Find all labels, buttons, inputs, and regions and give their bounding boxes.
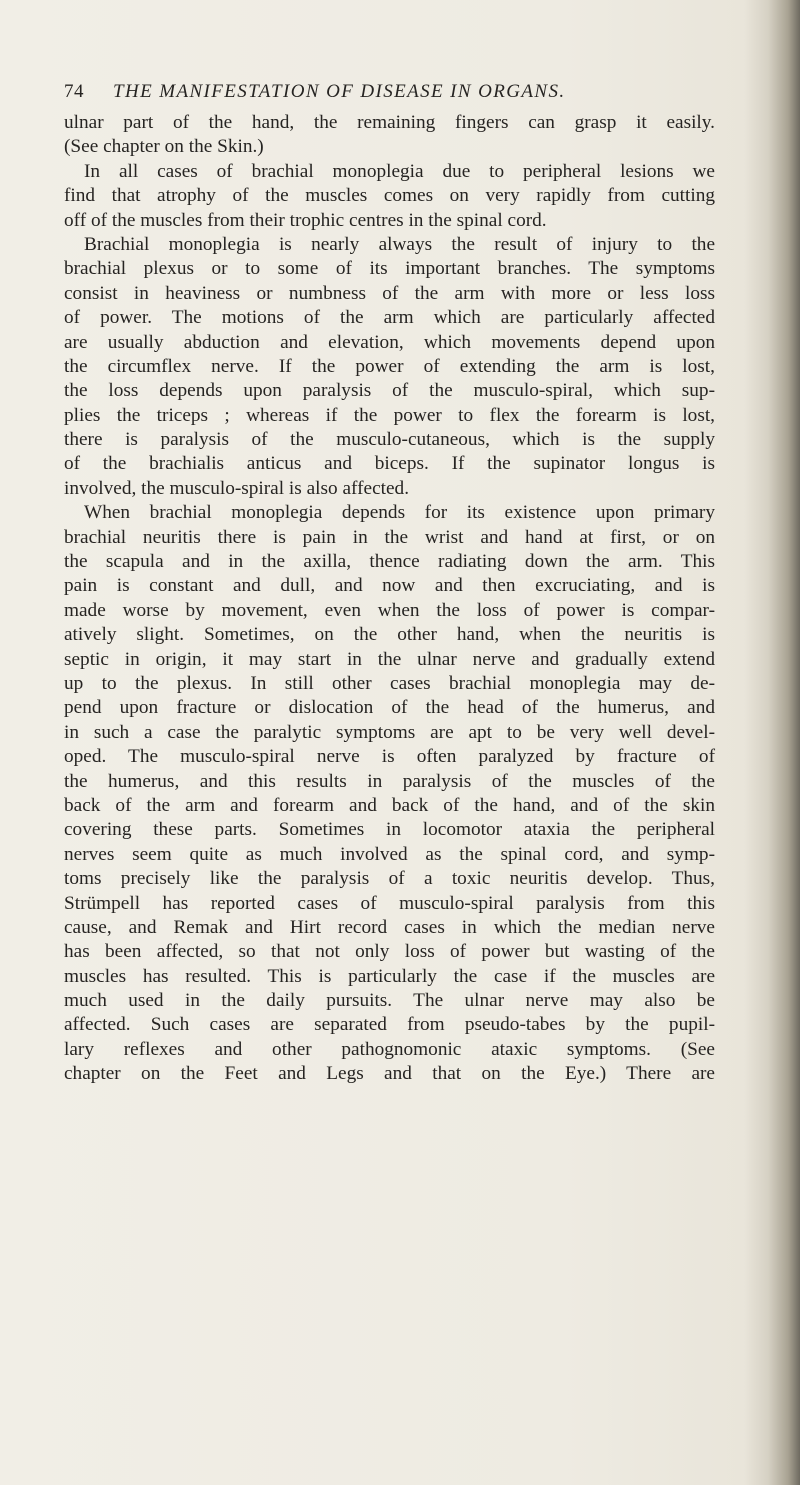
text-line: back of the arm and forearm and back of the hand, and of the skin (64, 794, 715, 816)
text-line: find that atrophy of the muscles comes on very rapidly from cutting (64, 185, 715, 207)
text-line: brachial plexus or to some of its important branches. The symptoms (64, 258, 715, 280)
text-line: affected. Such cases are separated from pseudo-tabes by the pupil- (64, 1014, 715, 1036)
text-line: are usually abduction and elevation, which movements depend upon (64, 331, 715, 353)
text-line: of the brachialis anticus and biceps. If the supinator longus is (64, 453, 715, 475)
text-line: toms precisely like the paralysis of a toxic neuritis develop. Thus, (64, 868, 715, 890)
text-line: off of the muscles from their trophic centres in the spinal cord. (64, 209, 547, 231)
text-line: cause, and Remak and Hirt record cases in which the median nerve (64, 916, 715, 938)
text-line: When brachial monoplegia depends for its existence upon primary (84, 502, 715, 524)
text-line: oped. The musculo-spiral nerve is often paralyzed by fracture of (64, 746, 715, 768)
text-line: (See chapter on the Skin.) (64, 136, 264, 158)
text-line: made worse by movement, even when the loss of power is compar- (64, 599, 715, 621)
running-title: THE MANIFESTATION OF DISEASE IN ORGANS. (113, 81, 566, 102)
text-line: consist in heaviness or numbness of the arm with more or less loss (64, 282, 715, 304)
text-line: lary reflexes and other pathognomonic ataxic symptoms. (See (64, 1038, 715, 1060)
text-line: of power. The motions of the arm which are particularly affected (64, 307, 715, 329)
text-line: the circumflex nerve. If the power of extending the arm is lost, (64, 355, 715, 377)
text-line: up to the plexus. In still other cases brachial monoplegia may de- (64, 672, 715, 694)
page-number: 74 (64, 81, 84, 102)
text-line: has been affected, so that not only loss of power but wasting of the (64, 941, 715, 963)
text-line: brachial neuritis there is pain in the wrist and hand at first, or on (64, 526, 715, 548)
text-line: plies the triceps ; whereas if the power to flex the forearm is lost, (64, 404, 715, 426)
text-line: chapter on the Feet and Legs and that on the Eye.) There are (64, 1063, 715, 1085)
text-line: pain is constant and dull, and now and then excruciating, and is (64, 575, 715, 597)
text-line: the scapula and in the axilla, thence radiating down the arm. This (64, 551, 715, 573)
text-line: much used in the daily pursuits. The ulnar nerve may also be (64, 990, 715, 1012)
text-line: ulnar part of the hand, the remaining fingers can grasp it easily. (64, 112, 715, 133)
text-line: there is paralysis of the musculo-cutaneous, which is the supply (64, 429, 715, 451)
text-line: Strümpell has reported cases of musculo-spiral paralysis from this (64, 892, 715, 914)
text-line: the humerus, and this results in paralysis of the muscles of the (64, 770, 715, 792)
text-line: covering these parts. Sometimes in locomotor ataxia the peripheral (64, 819, 715, 841)
text-line: the loss depends upon paralysis of the musculo-spiral, which sup- (64, 380, 715, 402)
text-line: Brachial monoplegia is nearly always the result of injury to the (84, 233, 715, 255)
text-line: involved, the musculo-spiral is also affected. (64, 477, 410, 499)
text-line: In all cases of brachial monoplegia due to peripheral lesions we (84, 160, 715, 182)
body-text (64, 111, 715, 1087)
text-line: muscles has resulted. This is particularly the case if the muscles are (64, 965, 715, 987)
text-line: nerves seem quite as much involved as the spinal cord, and symp- (64, 843, 715, 865)
text-line: in such a case the paralytic symptoms are apt to be very well devel- (64, 721, 715, 743)
text-line: septic in origin, it may start in the ulnar nerve and gradually extend (64, 648, 715, 670)
text-line: atively slight. Sometimes, on the other hand, when the neuritis is (64, 624, 715, 646)
running-head (64, 81, 694, 115)
text-line: pend upon fracture or dislocation of the head of the humerus, and (64, 697, 715, 719)
